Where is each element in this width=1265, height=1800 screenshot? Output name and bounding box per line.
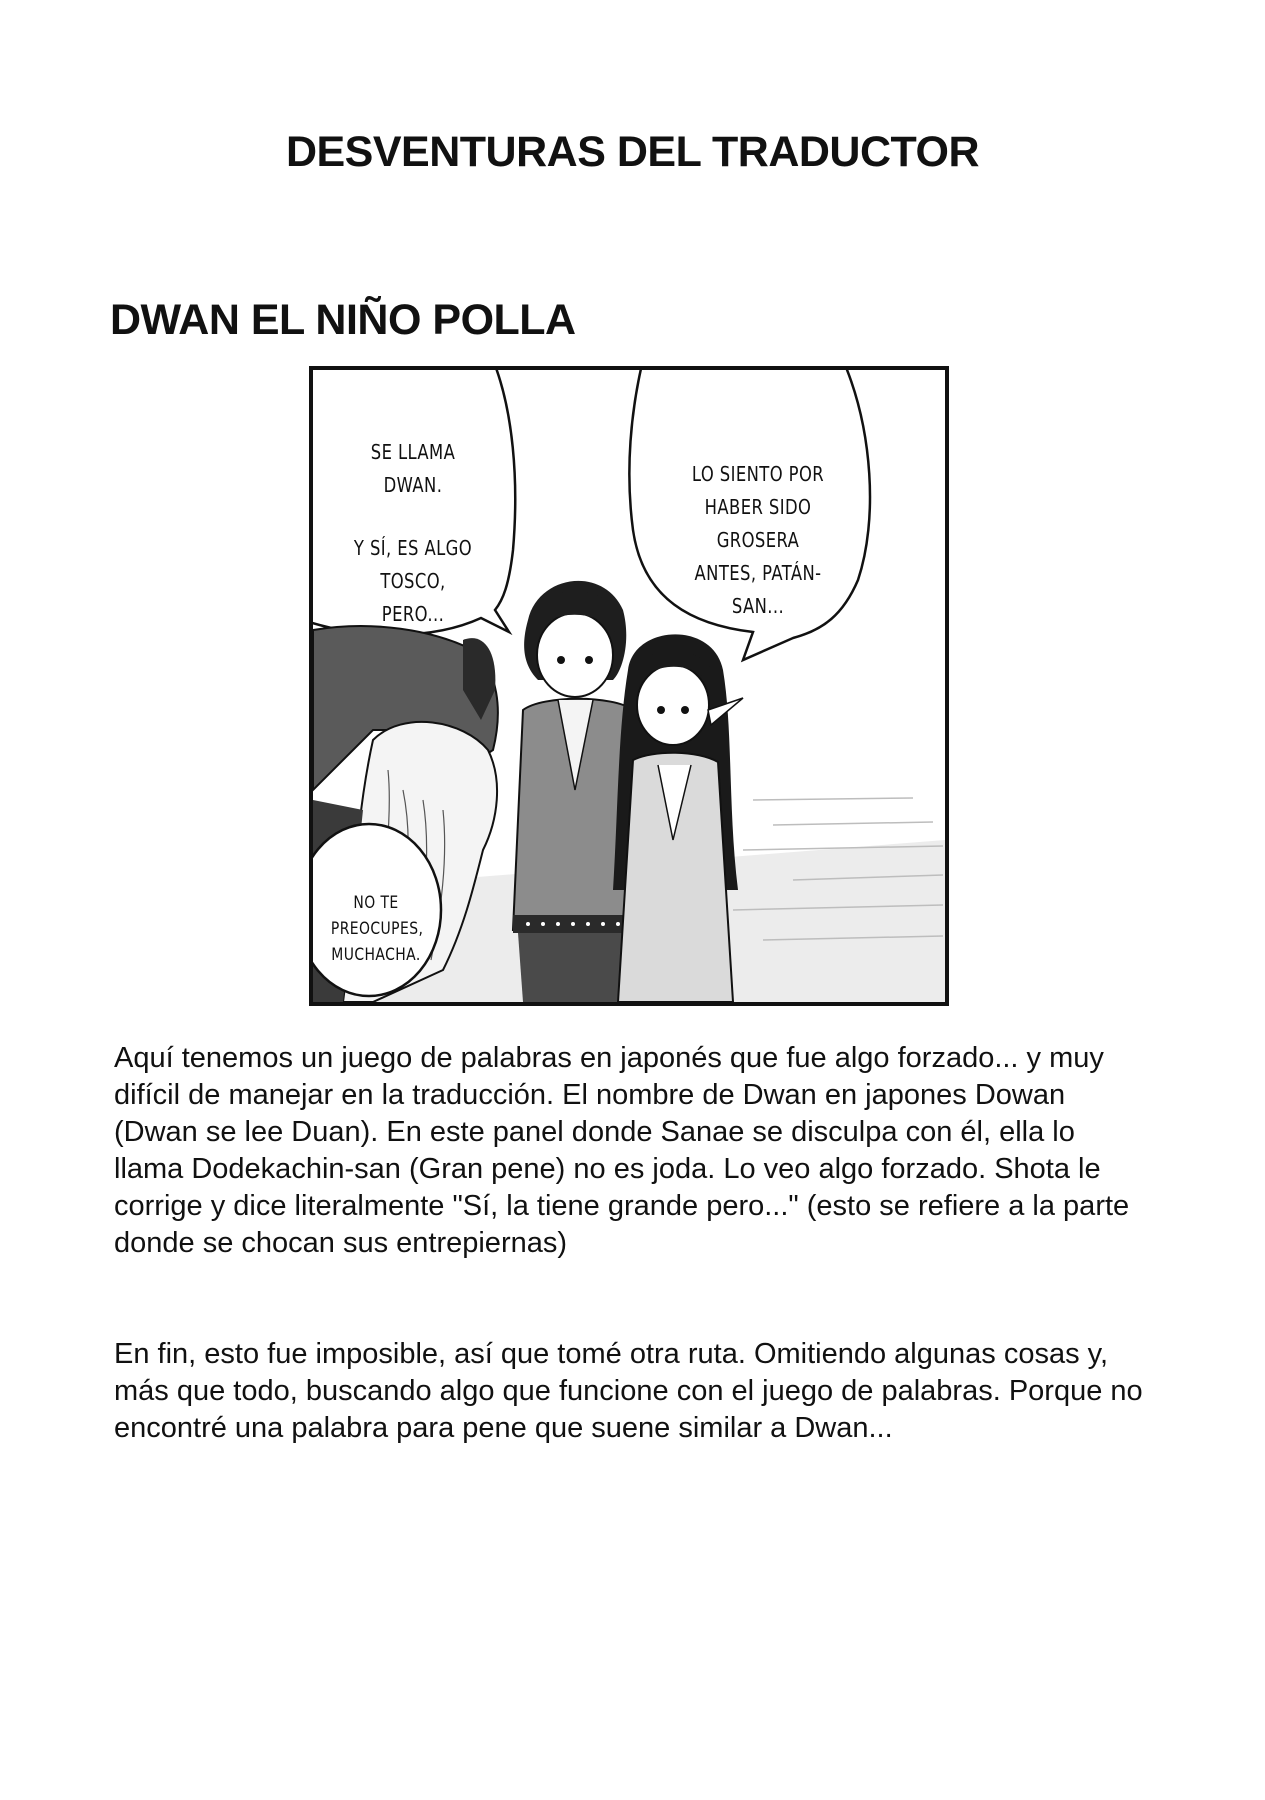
section-title: DWAN EL NIÑO POLLA xyxy=(110,296,576,344)
speech-bubble-1-text-b: Y SÍ, ES ALGO TOSCO, PERO... xyxy=(353,536,473,626)
manga-panel xyxy=(309,366,949,1006)
body-paragraph-2: En fin, esto fue imposible, así que tomé otra ruta. Omitiendo algunas cosas y, más que todo, buscando algo que funcione con el juego de palabras. Porque no encontré una palabra para pene que suene similar a Dwan... xyxy=(114,1338,1143,1444)
speech-bubble-1-text-a: SE LLAMA DWAN. xyxy=(370,440,456,497)
body-paragraph-1: Aquí tenemos un juego de palabras en japonés que fue algo forzado... y muy difícil de manejar en la traducción. El nombre de Dwan en japones Dowan (Dwan se lee Duan). En este panel donde Sanae se disculpa con él, ella lo llama Dodekachin-san (Gran pene) no es joda. Lo veo algo forzado. Shota le corrige y dice literalmente "Sí, la tiene grande pero..." (esto se refiere a la parte donde se chocan sus entrepiernas) xyxy=(114,1042,1130,1259)
page-title: DESVENTURAS DEL TRADUCTOR xyxy=(285,128,980,176)
speech-bubble-2-text: LO SIENTO POR HABER SIDO GROSERA ANTES, PATÁN-SAN... xyxy=(691,462,825,618)
speech-bubble-3-text: NO TE PREOCUPES, MUCHACHA. xyxy=(330,893,424,965)
